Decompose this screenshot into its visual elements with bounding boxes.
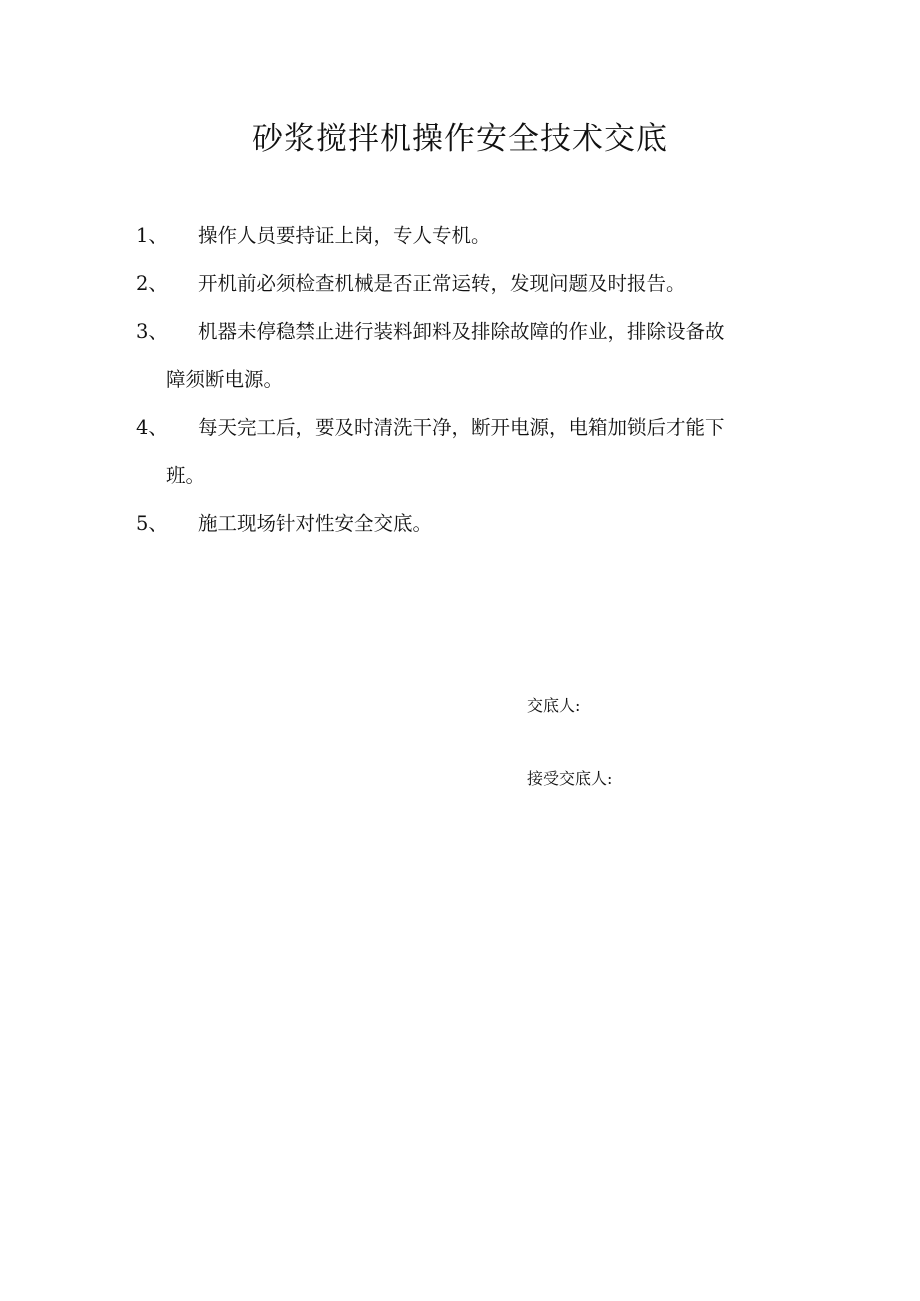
item-text-continuation: 班。: [166, 464, 206, 487]
item-list: [136, 212, 796, 548]
item-number: 5、: [136, 512, 168, 535]
item-text: 每天完工后，要及时清洗干净，断开电源，电箱加锁后才能下: [198, 416, 725, 439]
item-text: 机器未停稳禁止进行装料卸料及排除故障的作业，排除设备故: [198, 320, 725, 343]
document-title: 砂浆搅拌机操作安全技术交底: [252, 121, 668, 157]
item-number: 3、: [136, 320, 168, 343]
item-text: 开机前必须检查机械是否正常运转，发现问题及时报告。: [198, 272, 686, 295]
item-number: 2、: [136, 272, 168, 295]
item-text: 操作人员要持证上岗，专人专机。: [198, 224, 491, 247]
list-item: [136, 260, 796, 308]
item-number: 1、: [136, 224, 168, 247]
list-item: [136, 404, 796, 500]
item-text-continuation: 障须断电源。: [166, 368, 284, 391]
item-number: 4、: [136, 416, 168, 439]
item-text: 施工现场针对性安全交底。: [198, 512, 433, 535]
discloser-signature-label: 交底人:: [527, 696, 581, 715]
list-item: [136, 500, 796, 548]
list-item: [136, 212, 796, 260]
receiver-signature-label: 接受交底人:: [527, 769, 613, 788]
list-item: [136, 308, 796, 404]
